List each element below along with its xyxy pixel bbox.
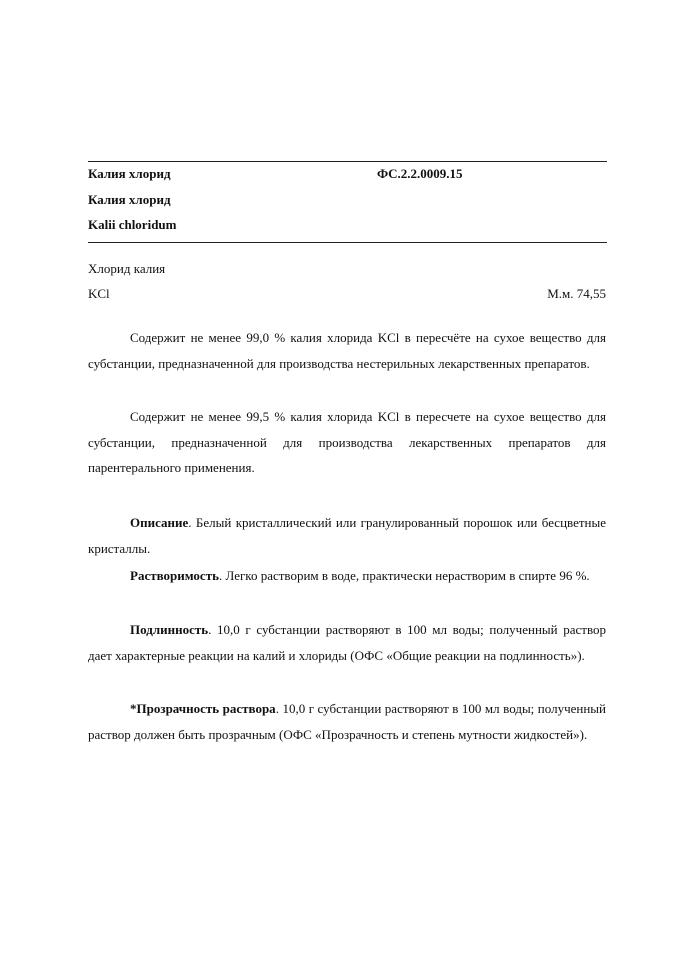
content-paragraph-2: Содержит не менее 99,5 % калия хлорида KCl в пересчете на сухое вещество для субстанции, предназначенной для производства лекарственных препаратов для парентерального применения.	[88, 409, 606, 475]
header-subtitle: Калия хлорид	[88, 192, 171, 207]
description-heading: Описание	[130, 515, 189, 530]
solubility-section	[88, 563, 606, 589]
identity-heading: Подлинность	[130, 622, 209, 637]
solubility-heading: Растворимость	[130, 568, 219, 583]
top-rule	[88, 161, 607, 162]
molar-mass: М.м. 74,55	[547, 286, 606, 301]
bottom-rule	[88, 242, 607, 243]
clarity-heading: *Прозрачность раствора	[130, 701, 276, 716]
description-text: . Белый кристаллический или гранулированный порошок или бесцветные кристаллы.	[88, 515, 606, 556]
header-latin-title: Kalii chloridum	[88, 217, 177, 232]
clarity-text: . 10,0 г субстанции растворяют в 100 мл воды; полученный раствор должен быть прозрачным (ОФС «Прозрачность и степень мутности жидкостей»).	[88, 701, 606, 742]
identity-section	[88, 617, 606, 668]
clarity-section	[88, 696, 606, 747]
solubility-text: . Легко растворим в воде, практически нерастворим в спирте 96 %.	[218, 568, 590, 583]
header-title: Калия хлорид	[88, 166, 171, 181]
chemical-name: Хлорид калия	[88, 261, 166, 276]
identity-text: . 10,0 г субстанции растворяют в 100 мл воды; полученный раствор дает характерные реакции на калий и хлориды (ОФС «Общие реакции на подлинность»).	[88, 622, 606, 663]
chemical-formula: KCl	[88, 286, 110, 301]
description-section	[88, 510, 606, 561]
content-paragraph-1: Содержит не менее 99,0 % калия хлорида KCl в пересчёте на сухое вещество для субстанции, предназначенной для производства нестерильных лекарственных препаратов.	[88, 330, 606, 371]
header-code: ФС.2.2.0009.15	[377, 166, 463, 181]
